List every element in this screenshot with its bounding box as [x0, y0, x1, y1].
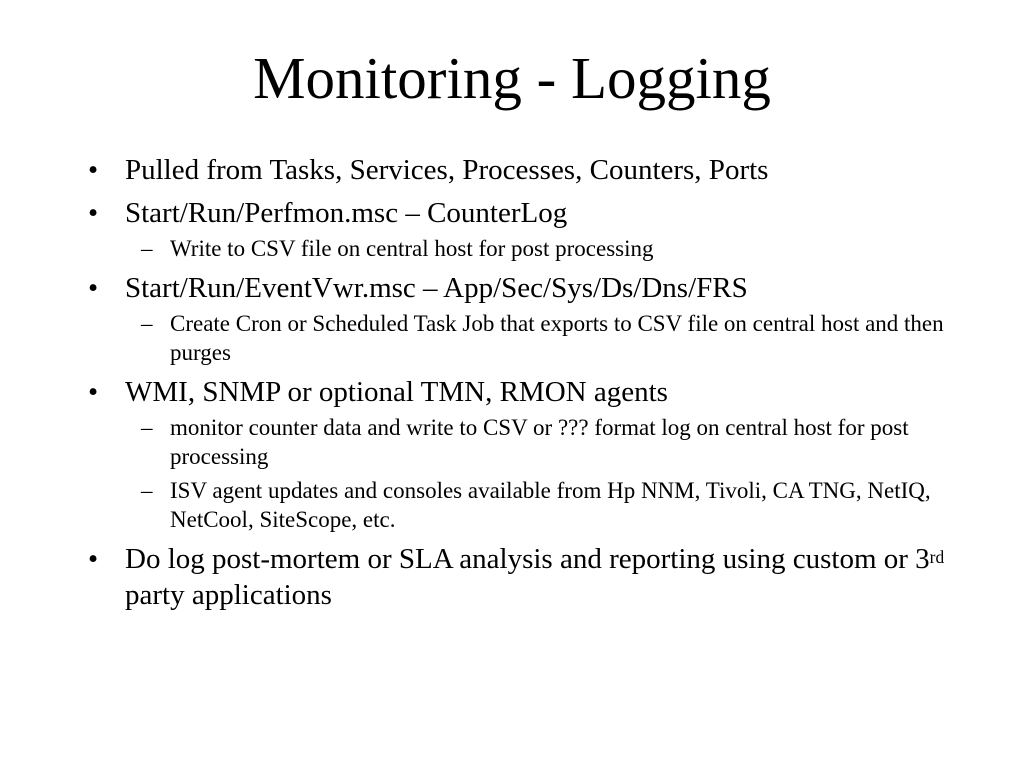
bullet-item [88, 195, 948, 263]
sub-item [125, 234, 948, 263]
dash-glyph: – [141, 478, 153, 503]
bullet-glyph: • [88, 272, 99, 304]
bullet-item [88, 374, 948, 534]
bullet-glyph: • [88, 154, 99, 186]
bullet-list [88, 152, 948, 620]
bullet-text: Start/Run/Perfmon.msc – CounterLog [125, 197, 568, 229]
sub-list [125, 309, 948, 367]
sub-text: Create Cron or Scheduled Task Job that exports to CSV file on central host and then purges [170, 311, 944, 365]
bullet-glyph: • [88, 376, 99, 408]
sub-item [125, 413, 948, 471]
bullet-text-before: Do log post-mortem or SLA analysis and reporting using custom or 3 [125, 543, 930, 575]
bullet-text: WMI, SNMP or optional TMN, RMON agents [125, 376, 668, 408]
bullet-glyph: • [88, 197, 99, 229]
sub-item [125, 476, 948, 534]
sub-text: ISV agent updates and consoles available from Hp NNM, Tivoli, CA TNG, NetIQ, NetCool, SiteScope, etc. [170, 478, 931, 532]
sub-item [125, 309, 948, 367]
bullet-text-after: party applications [125, 579, 332, 611]
dash-glyph: – [141, 415, 153, 440]
bullet-text: Start/Run/EventVwr.msc – App/Sec/Sys/Ds/Dns/FRS [125, 272, 748, 304]
sub-list [125, 234, 948, 263]
sub-text: monitor counter data and write to CSV or ??? format log on central host for post processing [170, 415, 909, 469]
ordinal-superscript: rd [929, 547, 945, 567]
bullet-item [88, 270, 948, 367]
bullet-item [88, 541, 948, 613]
bullet-text: Pulled from Tasks, Services, Processes, Counters, Ports [125, 154, 769, 186]
sub-list [125, 413, 948, 534]
dash-glyph: – [141, 236, 153, 261]
slide-title: Monitoring - Logging [253, 45, 771, 111]
bullet-glyph: • [88, 543, 99, 575]
sub-text: Write to CSV file on central host for post processing [170, 236, 654, 261]
dash-glyph: – [141, 311, 153, 336]
bullet-item [88, 152, 948, 188]
